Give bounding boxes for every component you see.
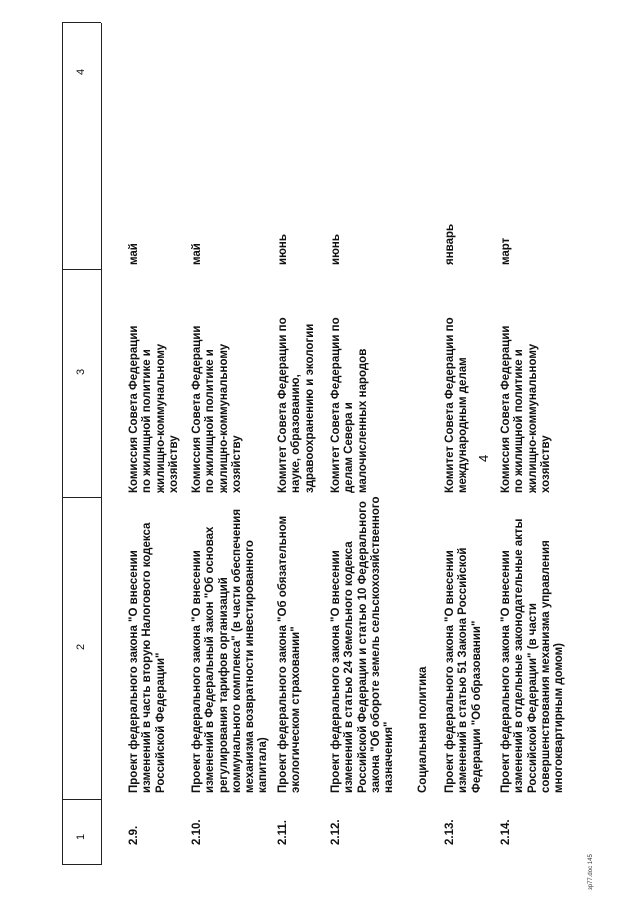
bill-title: Проект федерального закона "О внесении изменений в статью 51 Закона Российской Федерации "Об образовании" [444, 547, 483, 793]
header-bottom-border [101, 23, 102, 865]
header-divider [62, 269, 101, 270]
row-number: 2.13. [444, 819, 456, 845]
column-header-1: 1 [75, 833, 87, 840]
plan-table [62, 23, 566, 865]
deadline-month: июнь [277, 234, 289, 265]
bill-title: Проект федерального закона "О внесении изменений в статью 24 Земельного кодекса Российской Федерации и статью 10 Федерального закона "Об обороте земель сельскохозяйственного назначения" [330, 496, 396, 793]
column-header-4: 4 [75, 68, 87, 75]
row-number: 2.9. [128, 825, 140, 845]
deadline-month: май [128, 243, 140, 265]
bill-title: Проект федерального закона "О внесении изменений в часть вторую Налогового кодекса Российской Федерации" [128, 522, 167, 793]
row-number: 2.12. [330, 819, 342, 845]
header-divider [62, 22, 101, 23]
row-number: 2.10. [191, 819, 203, 845]
deadline-month: июнь [330, 234, 342, 265]
header-divider [62, 799, 101, 800]
section-title: Социальная политика [417, 666, 429, 793]
bill-title: Проект федерального закона "Об обязательном экологическом страховании" [277, 515, 303, 793]
deadline-month: январь [444, 223, 456, 265]
row-number: 2.11. [277, 820, 289, 845]
header-divider [62, 864, 101, 865]
bill-title: Проект федерального закона "О внесении изменений в отдельные законодательные акты Российской Федерации" (в части совершенствования механизма управления многоквартирным домом) [500, 518, 566, 793]
table-top-border [62, 23, 63, 865]
page-number: 4 [476, 454, 491, 462]
bill-title: Проект федерального закона "О внесении изменений в Федеральный закон "Об основах регулирования тарифов организаций коммунального комплекса" (в части обеспечения механизма возвратности инвестированного капитала) [191, 508, 270, 793]
column-header-2: 2 [75, 643, 87, 650]
responsible-committee: Комитет Совета Федерации по делам Севера и малочисленных народов [330, 317, 369, 493]
row-number: 2.14. [500, 819, 512, 845]
responsible-committee: Комиссия Совета Федерации по жилищной политике и жилищно-коммунальному хозяйству [128, 325, 180, 493]
column-header-3: 3 [75, 368, 87, 375]
header-divider [62, 497, 101, 498]
deadline-month: май [191, 243, 203, 265]
footer-file-code: зр77.doc 145 [588, 854, 594, 890]
responsible-committee: Комиссия Совета Федерации по жилищной политике и жилищно-коммунальному хозяйству [500, 325, 552, 493]
deadline-month: март [500, 237, 512, 265]
responsible-committee: Комитет Совета Федерации по международным делам [444, 317, 470, 493]
responsible-committee: Комитет Совета Федерации по науке, образованию, здравоохранению и экологии [277, 317, 316, 493]
responsible-committee: Комиссия Совета Федерации по жилищной политике и жилищно-коммунальному хозяйству [191, 325, 243, 493]
